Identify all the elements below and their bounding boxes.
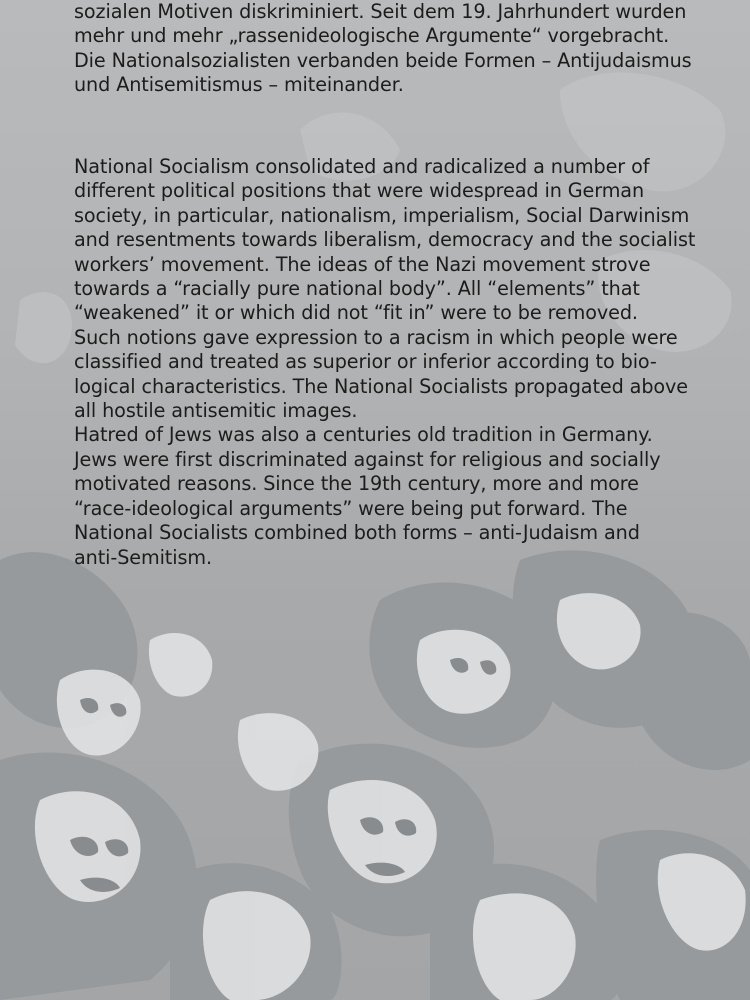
german-text-block <box>74 0 728 98</box>
english-line: society, in particular, nationalism, imperialism, Social Darwinism <box>74 203 690 227</box>
english-line: Hatred of Jews was also a centuries old tradition in Germany. <box>74 423 653 447</box>
english-line: all hostile antisemitic images. <box>74 399 358 423</box>
english-line: workers’ movement. The ideas of the Nazi movement strove <box>74 252 651 276</box>
english-text-block <box>74 155 728 570</box>
english-line: “race-ideological arguments” were being put forward. The <box>74 496 628 520</box>
english-line: National Socialism consolidated and radicalized a number of <box>74 155 650 178</box>
english-line: anti-Semitism. <box>74 545 212 569</box>
english-paragraph-1 <box>74 155 728 423</box>
german-line: Die Nationalsozialisten verbanden beide Formen – Antijudaismus <box>74 48 692 72</box>
english-line: and resentments towards liberalism, democracy and the socialist <box>74 228 696 252</box>
german-paragraph <box>74 0 728 98</box>
english-line: Jews were first discriminated against for religious and socially <box>74 447 661 471</box>
english-line: motivated reasons. Since the 19th century, more and more <box>74 472 639 496</box>
english-line: different political positions that were widespread in German <box>74 179 644 203</box>
english-line: classified and treated as superior or inferior according to bio- <box>74 350 657 374</box>
english-paragraph-2 <box>74 423 728 569</box>
english-line: logical characteristics. The National Socialists propagated above <box>74 374 689 398</box>
german-line: mehr und mehr „rassenideologische Argumente“ vorgebracht. <box>74 24 670 48</box>
english-line: National Socialists combined both forms – anti-Judaism and <box>74 521 640 545</box>
english-line: towards a “racially pure national body”. All “elements” that <box>74 277 640 301</box>
german-line: und Antisemitismus – miteinander. <box>74 73 404 97</box>
german-line: sozialen Motiven diskriminiert. Seit dem 19. Jahrhundert wurden <box>74 0 687 23</box>
english-line: “weakened” it or which did not “fit in” were to be removed. <box>74 301 638 325</box>
english-line: Such notions gave expression to a racism in which people were <box>74 325 678 349</box>
